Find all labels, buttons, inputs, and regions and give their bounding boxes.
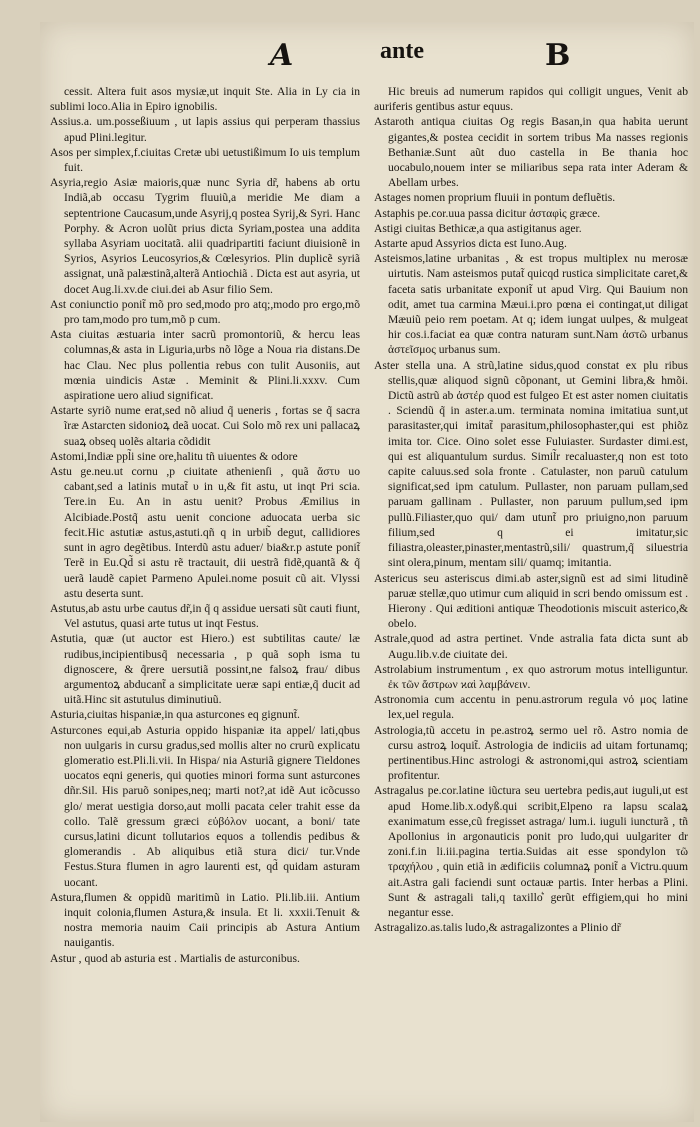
left-column (50, 84, 360, 966)
dictionary-entry: Asyria,regio Asiæ maioris,quæ nunc Syria dr̃, habens ab ortu Indiã,ab occasu Tygrim fluuiũ,a meridie Me diam a septentrione Caucasum,unde Asyrij,q postea Syrij,& Syri. Hanc Porphy. & Acron uolũt prius dicta Syriam,postea una addita syllaba Asyriam uocitatã. alii quadripartiti faciunt diuisionẽ in Syrios, Asyrios Leucosyrios,& Cœlesyrios. Plin duplicẽ syriã assignat, unã palæstinã,alterã Antiochiã . Dicta est aut asyria, ut docet Aug.li.xv.de ciui.dei ab Asur filio Sem. (50, 176, 360, 296)
dictionary-entry: Asturcones equi,ab Asturia oppido hispaniæ ita appel/ lati,qbus non uulgaris in cursu gradus,sed mollis alter no crurũ explicatu glomeratio est.Pli.li.vii. In Hispa/ nia Asturiã gignere Tieldones uocatos eqni generis, qui quoties minori forma sunt asturcones dñr.Sil. His paruõ sonipes,neq; marti not?,at idẽ Aut icõcusso glo/ merat uestigia dorso,aut molli pacata celer trahit esse da collo. Talẽ gressum græci εὐβόλον uocant, a boni/ tate cursus,latini dicunt tollutarios equos a tollendis pedibus & glomerandis . Ab aliquibus etiã stura dici/ tur.Vnde Festus.Stura flumen in agro laurenti est, qd̃ quidam asturam uocant. (50, 723, 360, 889)
dictionary-entry: Asta ciuitas æstuaria inter sacrũ promontoriũ, & hercu leas columnas,& asta in Liguria,urbs nõ lõge a Noua ria distans.De hac Clau. Nec plus pollentia rebus con tulit Ausoniis, aut mœnia uindicis Astæ . Meminit & Plini.li.xxxv. Cum aspiratione uero aliud significat. (50, 328, 360, 403)
signature-mark-right: B (545, 38, 571, 73)
dictionary-entry: Astericus seu asteriscus dimi.ab aster,signũ est ad simi litudinẽ paruæ stellæ,quo utimur cum aliquid in scri bendo omissum est . Hierony . Qui æditioni antiquæ Theodotionis miscuit asterico,& obelo. (374, 571, 688, 631)
page-header (40, 32, 694, 72)
dictionary-entry: Astrologia,tũ accetu in pe.astroꝝ sermo uel rõ. Astro nomia de cursu astroꝝ loquit̃. Astrologia de indiciis ad uitam fortunamq; pertinentibus.Hinc astrologi & astronomi,qui astroꝝ scientiam profitentur. (374, 723, 688, 783)
dictionary-entry: Astragalizo.as.talis ludo,& astragalizontes a Plinio dr̃ (374, 921, 621, 935)
dictionary-entry: Astaroth antiqua ciuitas Og regis Basan,in qua habita uerunt gigantes,& postea cecidit in sortem tribus Ma nasses regionis Bethaniæ.Sunt aũt duo castella in Be thania hoc uocabulo,nouem inter se miliaribus sepa rata inter Aderam & Abellam urbes. (374, 115, 688, 190)
dictionary-entry: Aster stella una. A strũ,latine sidus,quod constat ex plu ribus stellis,quæ aliquod signũ cõponant, ut Gemini libra,& hmõi. Dictũ astrũ ab ἀστέρ quod est fulgeo Et est aster nomen ciuitatis . Sciendũ q̃ in aster.a.um. terminata nomina imitatiua sunt,ut parasitaster,qui imitat̃ parasitum,philosophaster,qui est phiõz imita tor. Cice. Oino solet esse Fuluiaster. Surdaster dimi.est, qui est aliquantulum surdus. Simil̃r recaluaster,q non est toto capite caluus.sed sola fronte . Catulaster, non paruũ catulum significat,sed ipm catulum. Pullaster, non paruam pullam,sed paruam gallinam . Pullaster, non paruum pullum,sed ipm pullũ.Filiaster,quo qui/ dam utunt̃ pro priuigno,non paruum filium,sed q ei imitatur,sic filiastra,oleaster,pinaster,mentastrũ,sili/ quastrum,q̃ siluestria sint olera,pinum, mentam sili/ quamq; imitantia. (374, 358, 688, 570)
dictionary-entry: Asturia,ciuitas hispaniæ,in qua asturcones eq gignunt̃. (50, 708, 300, 722)
running-head: ante (380, 38, 424, 64)
dictionary-entry: Asteismos,latine urbanitas , & est tropus multiplex nu merosæ uirtutis. Nam asteismos putat̃ quicqd rustica simplicitate caret,& faceta satis urbanitate exponit̃ ut apud Virg. Qui Bauium non odit, amet tua carmina Mæui.i.pro pœna ei contingat,ut diligat Mæuiũ peio rem poetam. At q; idem iungat uulpes, & mulgeat hir cos.i.faciat ea quæ contra naturam sunt.Nam ἀστῶ urbanus ἀστεῖσμος urbanus sum. (374, 252, 688, 357)
signature-mark-left: A (270, 38, 294, 73)
dictionary-entry: Astur , quod ab asturia est . Martialis de asturconibus. (50, 951, 300, 965)
dictionary-entry: Astutus,ab astu urbe cautus dr̃,in q̃ q assidue uersati sũt cauti fiunt, Vel astutus, quasi arte tutus ut inqt Festus. (50, 601, 360, 631)
dictionary-entry: Astura,flumen & oppidũ maritimũ in Latio. Pli.lib.iii. Antium inquit colonia,flumen Astura,& insula. Et li. xxxii.Tenuit & nostra memoria nauim Caii principis ab Astura Antium nauigantis. (50, 890, 360, 950)
dictionary-entry: Asos per simplex,f.ciuitas Cretæ ubi uetustißimum Io uis templum fuit. (50, 145, 360, 175)
dictionary-entry: Hic breuis ad numerum rapidos qui colligit ungues, Venit ab auriferis gentibus astur equus. (374, 85, 688, 114)
book-page (40, 22, 694, 1122)
dictionary-entry: cessit. Altera fuit asos mysiæ,ut inquit Ste. Alia in Ly cia in sublimi loco.Alia in Epiro ignobilis. (50, 85, 360, 114)
dictionary-entry: Ast coniunctio ponit̃ mõ pro sed,modo pro atq;,modo pro ergo,mõ pro tam,modo pro tum,mõ p cum. (50, 297, 360, 327)
dictionary-entry: Astragalus pe.cor.latine iũctura seu uertebra pedis,aut iuguli,ut est apud Home.lib.x.odyß.qui scribit,Elpeno ra lapsu scalaꝝ exanimatum esse,cũ fregisset astraga/ lum.i. iuguli iuncturã , tñ Apollonius in argonauticis ponit pro ludo,qui uulgariter dr zoni.f.in li.iii.pagina tertia.Suidas ait esse spondylon τῶ τραχήλου , quin etiã in ædificiis columnaꝝ ponit̃ a Victru.quum ait.Astra gali faciendi sunt octauæ partis. Inter herbas a Plini. Sunt & astragali tali,q taxillo͛ gerũt effigiem,qui ho mini negantur esse. (374, 784, 688, 919)
dictionary-entry: Astigi ciuitas Bethicæ,a qua astigitanus ager. (374, 221, 582, 235)
dictionary-entry: Astomi,Indiæ ppl̃i sine ore,halitu tñ uiuentes & odore (50, 449, 298, 463)
dictionary-entry: Astu ge.neu.ut cornu ,p ciuitate athenienſi , quã ἄστυ uo cabant,sed a latinis mutat̃ υ in u,& fit astu, ut inqt Pri scia. Tere.in Eu. An in astu uenit? Probus Æmilius in Alcibiade.Postq̃ astu uenit concione aduocata uerba sic fecit.Hic astutiæ astus,astuti.qñ q in urbib̃ degut, callidiores sunt in agro degẽtibus. Interdũ astu aduer/ bia&r.p astute ponit̃ Terẽ in Eu.Qd̃ si astu rẽ tractauit, dii uestrã fidẽ,quantã & q̃ uerã laudẽ capiet Parmeno Apulei.nome posuit cũ ait. Vlyssi astu deserta sunt. (50, 465, 360, 600)
dictionary-entry: Astronomia cum accentu in penu.astrorum regula νό μος latine lex,uel regula. (374, 693, 688, 722)
dictionary-entry: Astrale,quod ad astra pertinet. Vnde astralia fata dicta sunt ab Augu.lib.v.de ciuitate dei. (374, 632, 688, 661)
dictionary-entry: Astages nomen proprium fluuii in pontum defluẽtis. (374, 191, 616, 205)
dictionary-entry: Assius.a. um.posseßiuum , ut lapis assius qui perperam thassius apud Plini.legitur. (50, 115, 360, 144)
dictionary-entry: Astarte apud Assyrios dicta est Iuno.Aug. (374, 237, 567, 251)
right-column (374, 84, 688, 935)
dictionary-entry: Astaphis pe.cor.uua passa dicitur ἀσταφὶς græce. (374, 206, 601, 220)
dictionary-entry: Astutia, quæ (ut auctor est Hiero.) est subtilitas caute/ læ rudibus,incipientibusq̃ necessaria , p quã soph isma tu dignoscere, & q̃rere uersutiã possint,ne falsoꝝ frau/ dibus argumentoꝝ abducant̃ a simplicitate ueræ sapi entiæ,q̃ ducit ad uitã.Hinc sit astutulus diminutiuũ. (50, 632, 360, 707)
dictionary-entry: Astarte syriõ nume erat,sed nõ aliud q̃ ueneris , fortas se q̃ sacra ĩræ Astarcten sidonioꝝ deã uocat. Cui Solo mõ rex uni pallacaꝝ suaꝝ obseq uolẽs altaria cõdidit (50, 404, 360, 448)
dictionary-entry: Astrolabium instrumentum , ex quo astrorum motus intelliguntur. ἐκ τῶν ἄστρων ϰαὶ λαμβάνειν. (374, 662, 688, 691)
